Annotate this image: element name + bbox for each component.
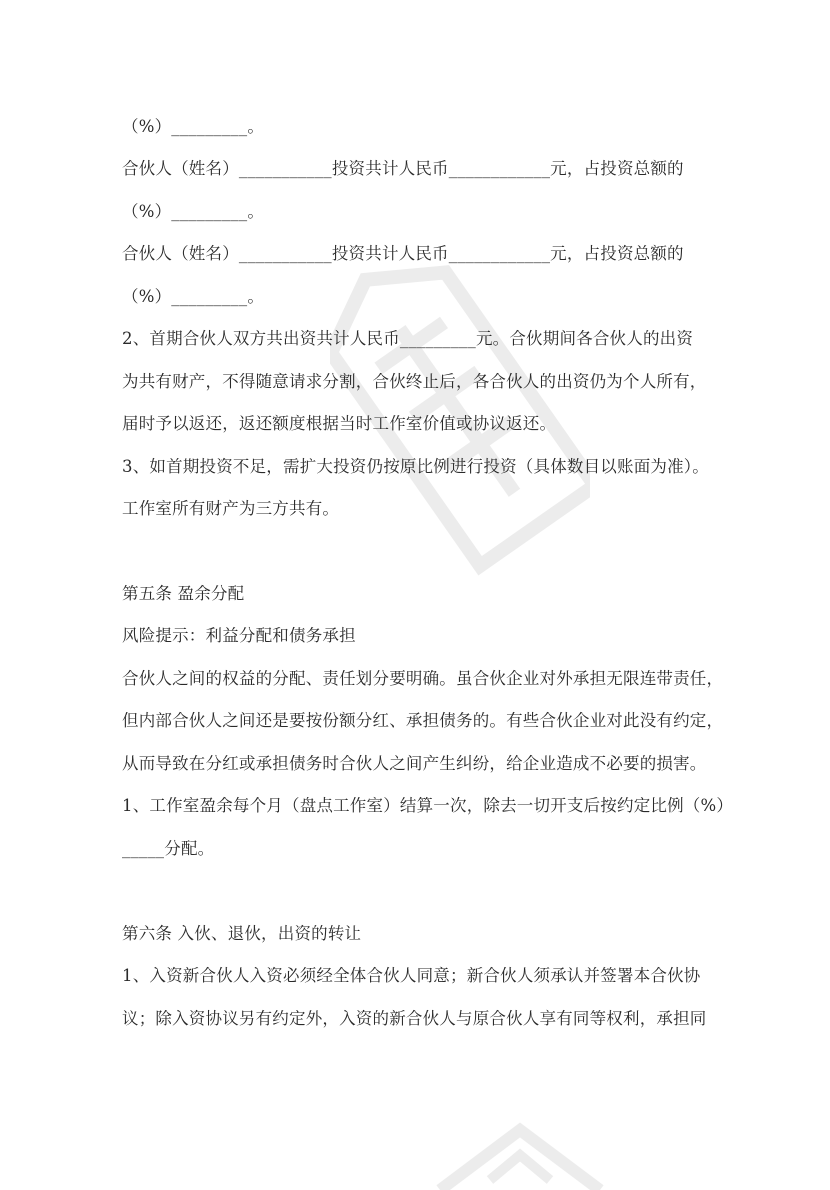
section-heading-5: 第五条 盈余分配: [122, 584, 245, 603]
doc-line-0: （%）_________。: [122, 117, 265, 136]
section-heading-6: 第六条 入伙、退伙，出资的转让: [122, 924, 362, 943]
doc-line-8: 3、如首期投资不足，需扩大投资仍按原比例进行投资（具体数目以账面为准）。: [122, 457, 709, 476]
watermark-logo-icon: [420, 1110, 620, 1190]
doc-line-9: 工作室所有财产为三方共有。: [122, 499, 340, 518]
risk-notice: 风险提示：利益分配和债务承担: [122, 626, 356, 645]
doc-line-14: 从而导致在分红或承担债务时合伙人之间产生纠纷，给企业造成不必要的损害。: [122, 754, 707, 773]
doc-line-19: 议；除入资协议另有约定外，入资的新合伙人与原合伙人享有同等权利，承担同: [122, 1009, 707, 1028]
doc-line-15: 1、工作室盈余每个月（盘点工作室）结算一次，除去一切开支后按约定比例（%）: [122, 796, 734, 815]
doc-line-5: 2、首期合伙人双方共出资共计人民币_________元。合伙期间各合伙人的出资: [122, 329, 694, 348]
doc-line-7: 届时予以返还，返还额度根据当时工作室价值或协议返还。: [122, 414, 557, 433]
doc-line-18: 1、入资新合伙人入资必须经全体合伙人同意；新合伙人须承认并签署本合伙协: [122, 966, 701, 985]
doc-line-1: 合伙人（姓名）___________投资共计人民币____________元，占投资总额的: [122, 159, 684, 178]
doc-line-2: （%）_________。: [122, 202, 265, 221]
doc-line-16: _____分配。: [122, 839, 215, 858]
doc-line-12: 合伙人之间的权益的分配、责任划分要明确。虽合伙企业对外承担无限连带责任，: [122, 669, 724, 688]
doc-line-13: 但内部合伙人之间还是要按份额分红、承担债务的。有些合伙企业对此没有约定，: [122, 711, 724, 730]
doc-line-4: （%）_________。: [122, 287, 265, 306]
doc-line-3: 合伙人（姓名）___________投资共计人民币____________元，占投资总额的: [122, 244, 684, 263]
doc-line-6: 为共有财产，不得随意请求分割，合伙终止后，各合伙人的出资仍为个人所有，: [122, 372, 707, 391]
